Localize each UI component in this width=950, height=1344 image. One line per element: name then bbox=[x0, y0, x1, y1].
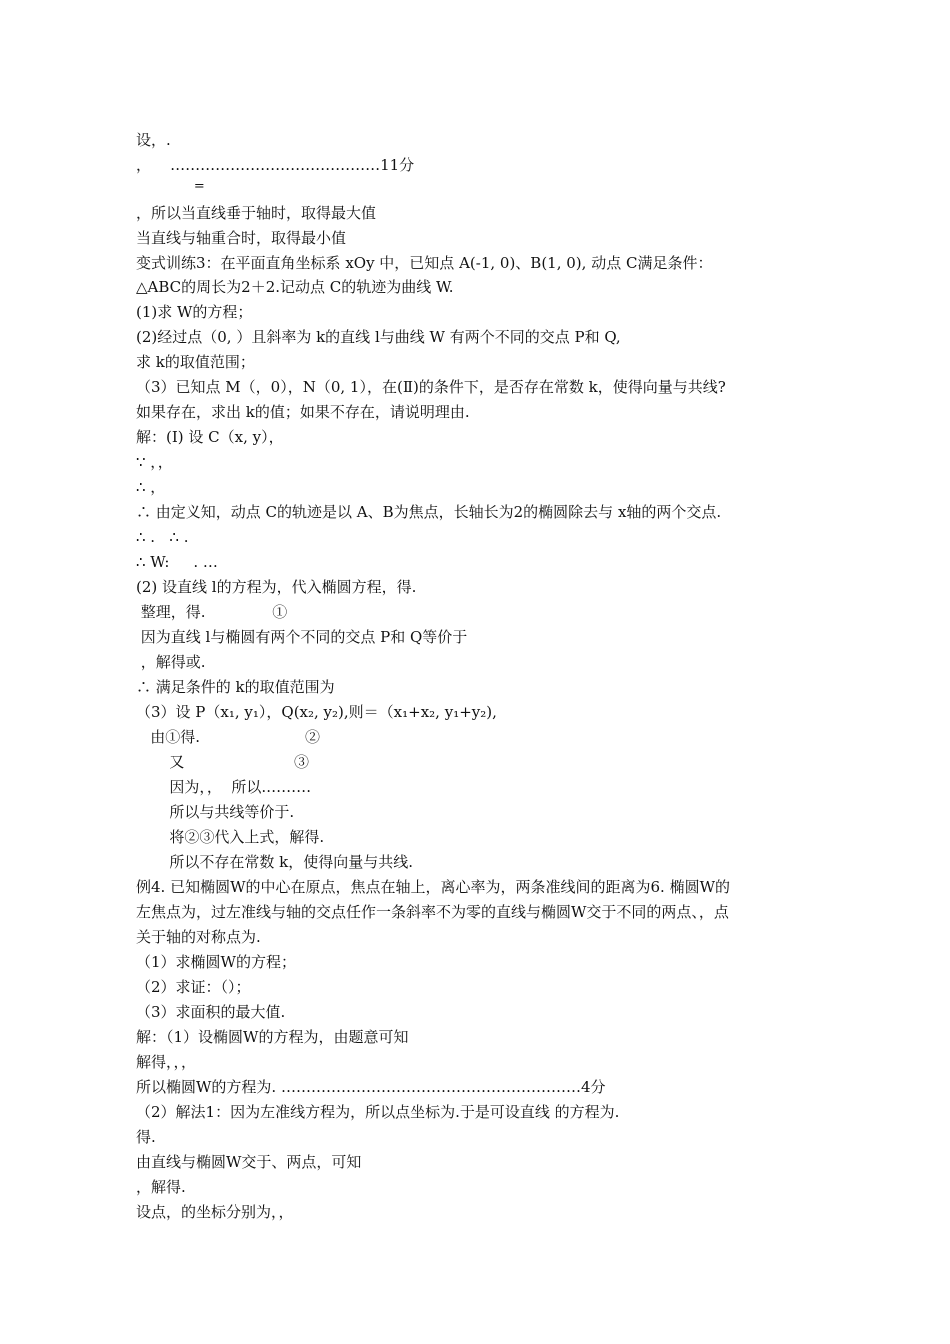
text-line: 解：(Ⅰ) 设 C（x, y）， bbox=[136, 428, 284, 446]
text-line: ∵ ，， bbox=[136, 453, 173, 471]
text-line: 左焦点为，过左准线与轴的交点任作一条斜率不为零的直线与椭圆W交于不同的两点、，点 bbox=[136, 903, 729, 921]
text-line: 设点，的坐标分别为，， bbox=[136, 1203, 294, 1221]
text-line: ∴ 满足条件的 k的取值范围为 bbox=[136, 678, 335, 696]
text-line: 所以与共线等价于. bbox=[136, 803, 295, 821]
text-line: 关于轴的对称点为. bbox=[136, 928, 261, 946]
text-line: (2) 设直线 l的方程为，代入椭圆方程，得. bbox=[136, 578, 417, 596]
text-line: ∴ 由定义知，动点 C的轨迹是以 A、B为焦点，长轴长为2的椭圆除去与 x轴的两个交点. bbox=[136, 503, 722, 521]
text-line: 所以椭圆W的方程为. ……………………………………………………4分 bbox=[136, 1078, 606, 1096]
text-line: △ABC的周长为2＋2.记动点 C的轨迹为曲线 W. bbox=[136, 278, 454, 296]
text-line: = bbox=[136, 179, 205, 194]
text-line: 所以不存在常数 k，使得向量与共线. bbox=[136, 853, 414, 871]
text-line: 又 ③ bbox=[136, 753, 310, 771]
text-line: 变式训练3：在平面直角坐标系 xOy 中，已知点 A(-1, 0)、B(1, 0), 动点 C满足条件： bbox=[136, 254, 713, 272]
text-line: 得. bbox=[136, 1128, 156, 1146]
text-line: （1）求椭圆W的方程； bbox=[136, 953, 296, 971]
text-line: ，所以当直线垂于轴时，取得最大值 bbox=[136, 204, 377, 222]
text-line: （2）求证：（）； bbox=[136, 978, 251, 996]
text-line: ∴ . ∴ . bbox=[136, 528, 189, 546]
text-line: 设，. bbox=[136, 131, 171, 149]
text-line: 解得，，， bbox=[136, 1053, 197, 1071]
text-line: （3）设 P（x₁, y₁），Q(x₂, y₂),则＝（x₁+x₂, y₁+y₂), bbox=[136, 703, 497, 721]
text-line: 将②③代入上式，解得. bbox=[136, 828, 325, 846]
text-line: （3）求面积的最大值. bbox=[136, 1003, 286, 1021]
text-line: 由直线与椭圆W交于、两点，可知 bbox=[136, 1153, 362, 1171]
text-line: ，解得或. bbox=[136, 653, 206, 671]
text-line: (2)经过点（0, ）且斜率为 k的直线 l与曲线 W 有两个不同的交点 P和 Q, bbox=[136, 328, 621, 346]
text-line: ， ……………………………………11分 bbox=[136, 156, 415, 174]
text-line: 因为直线 l与椭圆有两个不同的交点 P和 Q等价于 bbox=[136, 628, 468, 646]
text-line: 如果存在，求出 k的值；如果不存在，请说明理由. bbox=[136, 403, 470, 421]
text-line: ∴ ， bbox=[136, 478, 166, 496]
text-line: 求 k的取值范围； bbox=[136, 353, 255, 371]
text-line: 例4. 已知椭圆W的中心在原点，焦点在轴上，离心率为，两条准线间的距离为6. 椭圆W的 bbox=[136, 878, 730, 896]
text-line: 解：（1）设椭圆W的方程为，由题意可知 bbox=[136, 1028, 409, 1046]
text-line: ∴ W: . … bbox=[136, 553, 218, 571]
text-line: ，解得. bbox=[136, 1178, 186, 1196]
text-line: 由①得. ② bbox=[136, 728, 320, 746]
text-line: （3）已知点 M（，0），N（0, 1），在(Ⅱ)的条件下，是否存在常数 k，使得向量与共线? bbox=[136, 378, 726, 396]
text-line: 当直线与轴重合时，取得最小值 bbox=[136, 229, 347, 247]
text-line: 因为，， 所以.……… bbox=[136, 778, 312, 796]
text-line: (1)求 W的方程； bbox=[136, 303, 253, 321]
text-line: 整理，得. ① bbox=[136, 603, 288, 621]
text-line: （2）解法1：因为左准线方程为，所以点坐标为.于是可设直线 的方程为. bbox=[136, 1103, 620, 1121]
